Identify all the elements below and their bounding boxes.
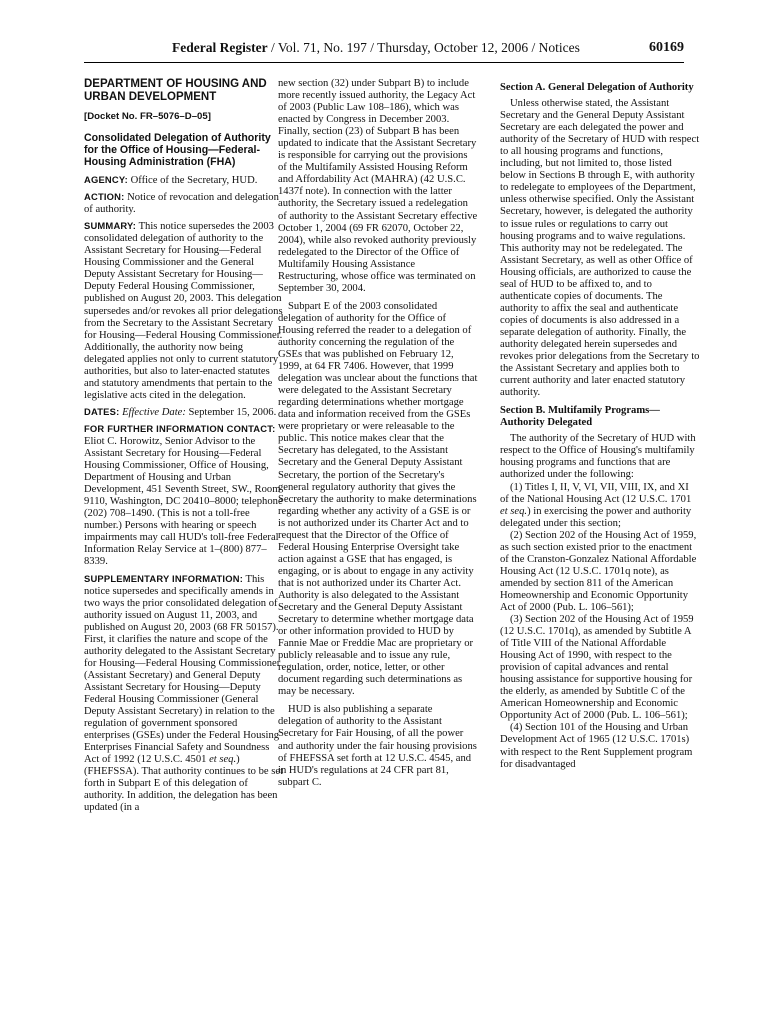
- contact-block: [84, 423, 284, 569]
- supplementary-etseq: et seq.: [209, 754, 237, 766]
- paragraph-fair-housing: HUD is also publishing a separate delegation of authority to the Assistant Secretary for Fair Housing, of all the power and authority under the fair housing provisions of FHEFSSA set forth at 12 U.S.C. 4545, and in HUD's regulations at 24 CFR part 81, subpart C.: [278, 704, 477, 788]
- contact-text: Eliot C. Horowitz, Senior Advisor to the Assistant Secretary for Housing—Federal Housing Commissioner, Office of Housing, Department of Housing and Urban Development, 451 Seventh Street, SW., Room 9110, Washington, DC 20410–8000; telephone (202) 708–1490. (This is not a toll-free number.) Persons with hearing or speech impairments may call HUD's toll-free Federal Information Relay Service at 1–(800) 877–8339.: [84, 435, 283, 568]
- item1-etseq: et seq.: [500, 505, 528, 517]
- header-publication: Federal Register: [172, 40, 268, 55]
- list-item-4: (4) Section 101 of the Housing and Urban Development Act of 1965 (12 U.S.C. 1701s) with respect to the Rent Supplement program for disadvantaged: [500, 722, 693, 770]
- section-a-heading: Section A. General Delegation of Authority: [500, 82, 694, 93]
- item1-text-b: ) in exercising the power and authority delegated under this section;: [500, 505, 692, 529]
- supplementary-text-a: This notice supersedes and specifically amends in two ways the prior consolidated delegation of authority issued on August 11, 2003, and published on August 20, 2003 (68 FR 50157). First, it clarifies the nature and scope of the authority delegated to the Assistant Secretary for Housing—Federal Housing Commissioner (Assistant Secretary) and General Deputy Assistant Secretary for Housing—Deputy Federal Housing Commissioner (General Deputy Assistant Secretary) in relation to the regulation of government sponsored enterprises (GSEs) under the Federal Housing Enterprises Financial Safety and Soundness Act of 1992 (12 U.S.C. 4501: [84, 573, 281, 766]
- header-issue: / Vol. 71, No. 197 / Thursday, October 12, 2006 / Notices: [267, 40, 580, 55]
- item1-text-a: (1) Titles I, II, V, VI, VII, VIII, IX, and XI of the National Housing Act (12 U.S.C. 1701: [500, 481, 692, 505]
- docket-number: [Docket No. FR–5076–D–05]: [84, 111, 211, 122]
- agency-label: AGENCY:: [84, 174, 128, 186]
- agency-text: Office of the Secretary, HUD.: [127, 175, 258, 187]
- supplementary-label: SUPPLEMENTARY INFORMATION:: [84, 572, 244, 584]
- contact-label: FOR FURTHER INFORMATION CONTACT:: [84, 422, 276, 434]
- section-a-text: Unless otherwise stated, the Assistant Secretary and the General Deputy Assistant Secretary are each delegated the power and authority of the Secretary of HUD with respect to all housing programs and functions, including, but not limited to, those listed below in Sections B through E, with authority to redelegate to employees of the Department, unless otherwise specified. Only the Assistant Secretary, however, is delegated the authority to issue rules or regulations to carry out housing programs and to waive regulations. This authority may not be redelegated. The Assistant Secretary, as well as other Office of Housing officials, are authorized to cause the seal of HUD to be affixed to, and to authenticate copies of documents. The authority to affix the seal and authenticate copies of documents is also addressed in a separate delegation of authority. Finally, the authority delegated herein supersedes and revokes prior delegations from the Secretary to the Assistant Secretary and applies both to current authority and later enacted statutory authority.: [500, 98, 700, 399]
- paragraph-subpart-e: Subpart E of the 2003 consolidated delegation of authority for the Office of Housing referred the reader to a delegation of authority concerning the regulation of the GSEs that was published on February 12, 1999, at 64 FR 7406. However, that 1999 delegation was unclear about the functions that were delegated to the Assistant Secretary regarding determinations whether mortgage data and information received from the GSEs were proprietary or were releasable to the public. This notice makes clear that the Secretary has delegated, to the Assistant Secretary and the General Deputy Assistant Secretary, the portion of the Secretary's general regulatory authority that gives the Secretary the authority to make determinations regarding whether any activity of a GSE is or is not authorized under its Charter Act and to request that the Director of the Office of Federal Housing Enterprise Oversight take action against a GSE that has engaged, is engaging, or is about to engage in any activity that is not authorized under its Charter Act. Authority is also delegated to the Assistant Secretary and the General Deputy Assistant Secretary to determine whether mortgage data or other information provided to HUD by Fannie Mae or Freddie Mac are proprietary or publicly releasable and to issue any rule, regulation, order, notice, letter, or other document regarding such determinations as may be necessary.: [278, 300, 478, 698]
- action-text: Notice of revocation and delegation of authority.: [84, 192, 279, 216]
- header-citation: [172, 40, 580, 56]
- running-header: [84, 40, 684, 63]
- document-title: Consolidated Delegation of Authority for the Office of Housing—Federal-Housing Administration (FHA): [84, 132, 271, 169]
- header-page-number: 60169: [649, 40, 684, 55]
- supplementary-block: [84, 573, 284, 815]
- section-b-intro: The authority of the Secretary of HUD with respect to the Office of Housing's multifamily housing programs and functions that are authorized under the following:: [500, 433, 696, 481]
- summary-block: [84, 220, 284, 402]
- department-heading: DEPARTMENT OF HOUSING AND URBAN DEVELOPMENT: [84, 78, 267, 103]
- paragraph-continuation: new section (32) under Subpart B) to include more recently issued authority, the Legacy Act of 2003 (Public Law 108–186), which was enacted by Congress in December 2003. Finally, section (23) of Subpart B has been updated to indicate that the Assistant Secretary is responsible for carrying out the provisions of the Multifamily Assisted Housing Reform and Affordability Act (MAHRA) (42 U.S.C. 1437f note). In connection with the latter authority, the Secretary issued a redelegation of authority to the Assistant Secretary effective October 1, 2004 (69 FR 62070, October 22, 2004), while also revoked authority previously redelegated to the Director of the Office of Multifamily Housing Assistance Restructuring, whose office was terminated on September 30, 2004.: [278, 78, 478, 294]
- column-1: [84, 78, 284, 1018]
- dates-label: DATES:: [84, 405, 120, 417]
- section-b-heading: Section B. Multifamily Programs—Authority Delegated: [500, 405, 660, 429]
- list-item-2: (2) Section 202 of the Housing Act of 1959, as such section existed prior to the enactment of the Cranston-Gonzalez National Affordable Housing Act (12 U.S.C. 1701q note), as amended by section 811 of the American Homeownership and Economic Opportunity Act of 2000 (Pub. L. 106–561);: [500, 529, 697, 613]
- summary-text: This notice supersedes the 2003 consolidated delegation of authority to the Assistant Secretary for Housing—Federal Housing Commissioner and the General Deputy Assistant Secretary for Housing—Deputy Federal Housing Commissioner, published on August 20, 2003. This delegation supersedes and/or revokes all prior delegations from the Secretary to the Assistant Secretary for Housing—Federal Housing Commissioner. Additionally, the authority now being delegated applies not only to current statutory authorities, but also to later-enacted statutes and statutory amendments that pertain to the legislative acts cited in the delegation.: [84, 221, 283, 401]
- dates-effective: Effective Date:: [122, 406, 186, 418]
- supplementary-text-b: ) (FHEFSSA). That authority continues to be set forth in Subpart E of this delegation of authority. In addition, the delegation has been updated (in a: [84, 754, 284, 814]
- summary-label: SUMMARY:: [84, 220, 137, 232]
- column-3: [500, 78, 700, 1018]
- agency-block: [84, 174, 284, 187]
- action-block: [84, 191, 284, 216]
- dates-block: [84, 406, 284, 419]
- column-2: [278, 78, 478, 1018]
- list-item-1: [500, 482, 700, 530]
- dates-text: September 15, 2006.: [185, 406, 277, 418]
- action-label: ACTION:: [84, 191, 125, 203]
- list-item-3: (3) Section 202 of the Housing Act of 1959 (12 U.S.C. 1701q), as amended by Subtitle A of Title VIII of the National Affordable Housing Act of 1990, with respect to the provision of capital advances and rental housing assistance for supportive housing for the elderly, as amended by Subtitle C of the American Homeownership and Economic Opportunity Act of 2000 (Pub. L. 106–561);: [500, 614, 694, 722]
